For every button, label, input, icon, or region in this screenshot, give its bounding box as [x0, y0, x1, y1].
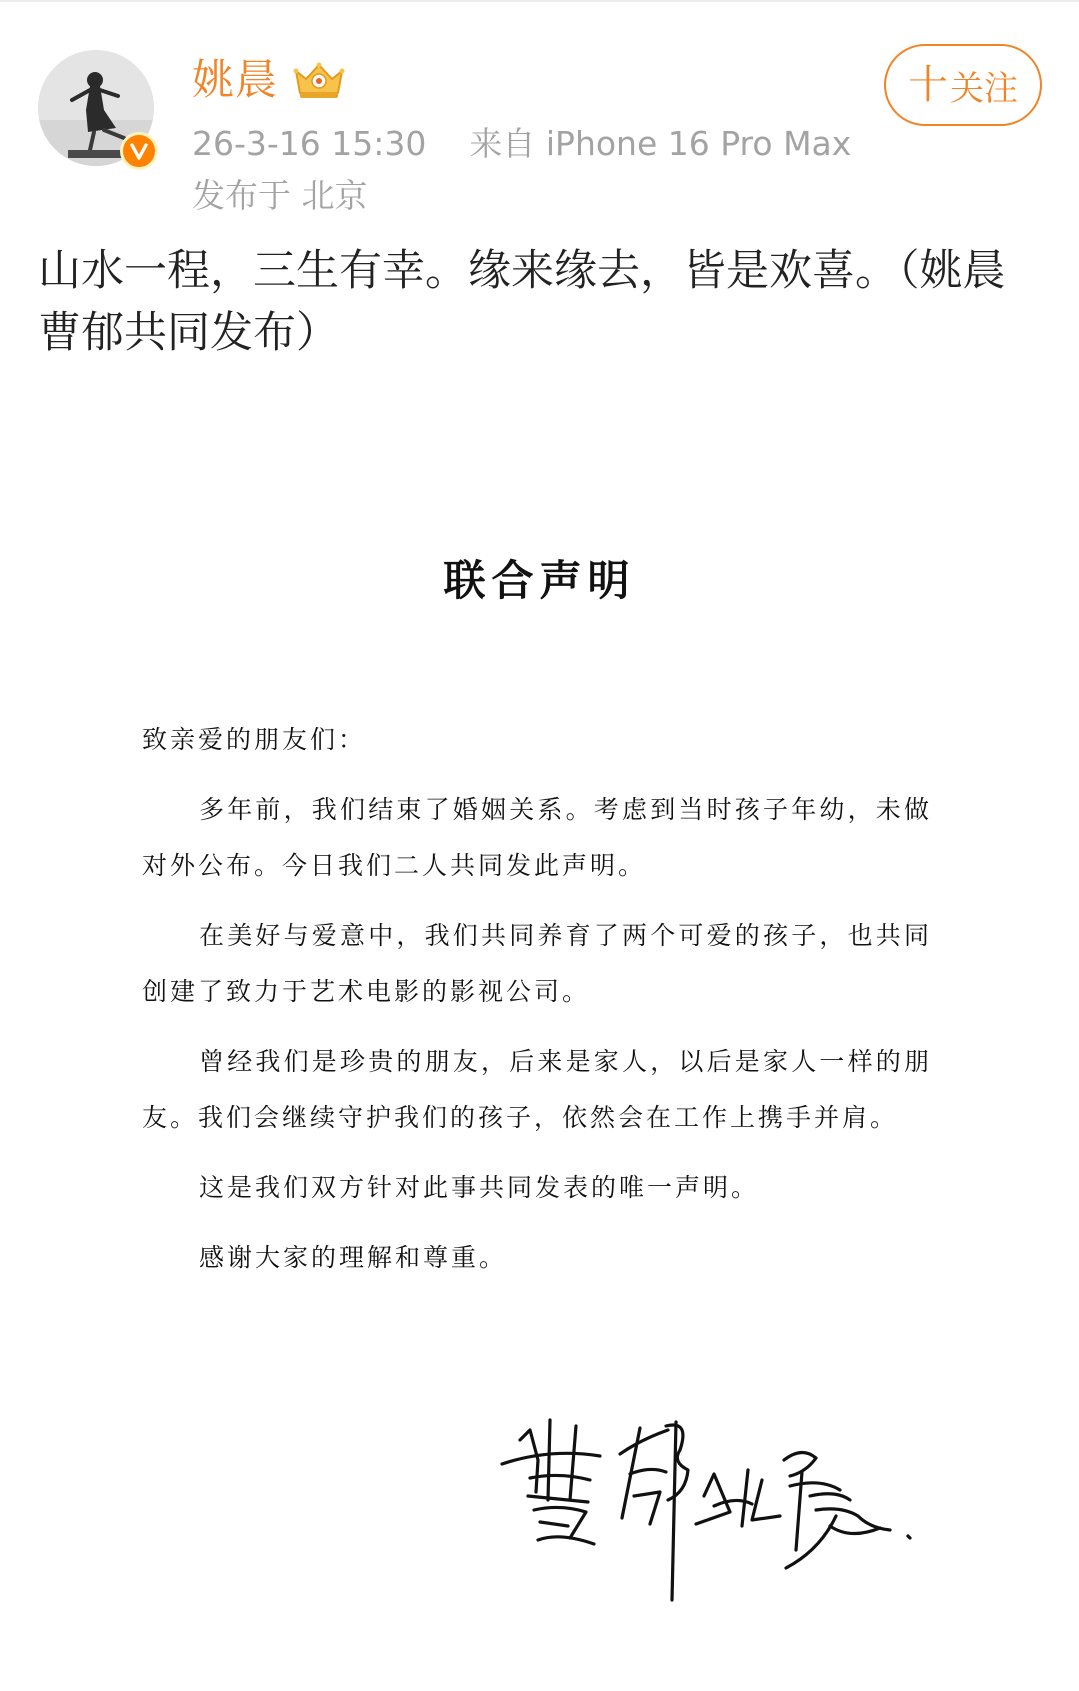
- statement-paragraph: 多年前，我们结束了婚姻关系。考虑到当时孩子年幼，未做对外公布。今日我们二人共同发此声明。: [142, 795, 932, 880]
- statement-paragraph: 感谢大家的理解和尊重。: [199, 1243, 508, 1272]
- statement-title: 联合声明: [443, 556, 636, 605]
- statement-salutation: 致亲爱的朋友们：: [142, 725, 367, 754]
- top-divider: [0, 0, 1079, 2]
- author-name[interactable]: 姚晨: [192, 55, 279, 104]
- post-meta-line: [192, 122, 851, 166]
- verified-v-icon: [120, 132, 158, 170]
- avatar[interactable]: [38, 50, 154, 166]
- post-timestamp: 26-3-16 15:30: [192, 124, 427, 163]
- post-source: 来自 iPhone 16 Pro Max: [469, 124, 852, 163]
- statement-paragraph: 这是我们双方针对此事共同发表的唯一声明。: [199, 1173, 760, 1202]
- handwritten-signature: [490, 1400, 990, 1630]
- follow-button[interactable]: [884, 44, 1042, 126]
- statement-paragraph: 在美好与爱意中，我们共同养育了两个可爱的孩子，也共同创建了致力于艺术电影的影视公司。: [142, 921, 932, 1006]
- crown-badge-icon: [292, 59, 346, 101]
- plus-icon: 十: [908, 62, 948, 108]
- author-row: [192, 52, 346, 108]
- post-text: 山水一程，三生有幸。缘来缘去，皆是欢喜。（姚晨曹郁共同发布）: [38, 246, 1006, 358]
- post-location: 发布于 北京: [192, 176, 368, 215]
- follow-label: 关注: [950, 68, 1018, 109]
- statement-body: [142, 712, 932, 1300]
- statement-paragraph: 曾经我们是珍贵的朋友，后来是家人，以后是家人一样的朋友。我们会继续守护我们的孩子，依然会在工作上携手并肩。: [142, 1047, 932, 1132]
